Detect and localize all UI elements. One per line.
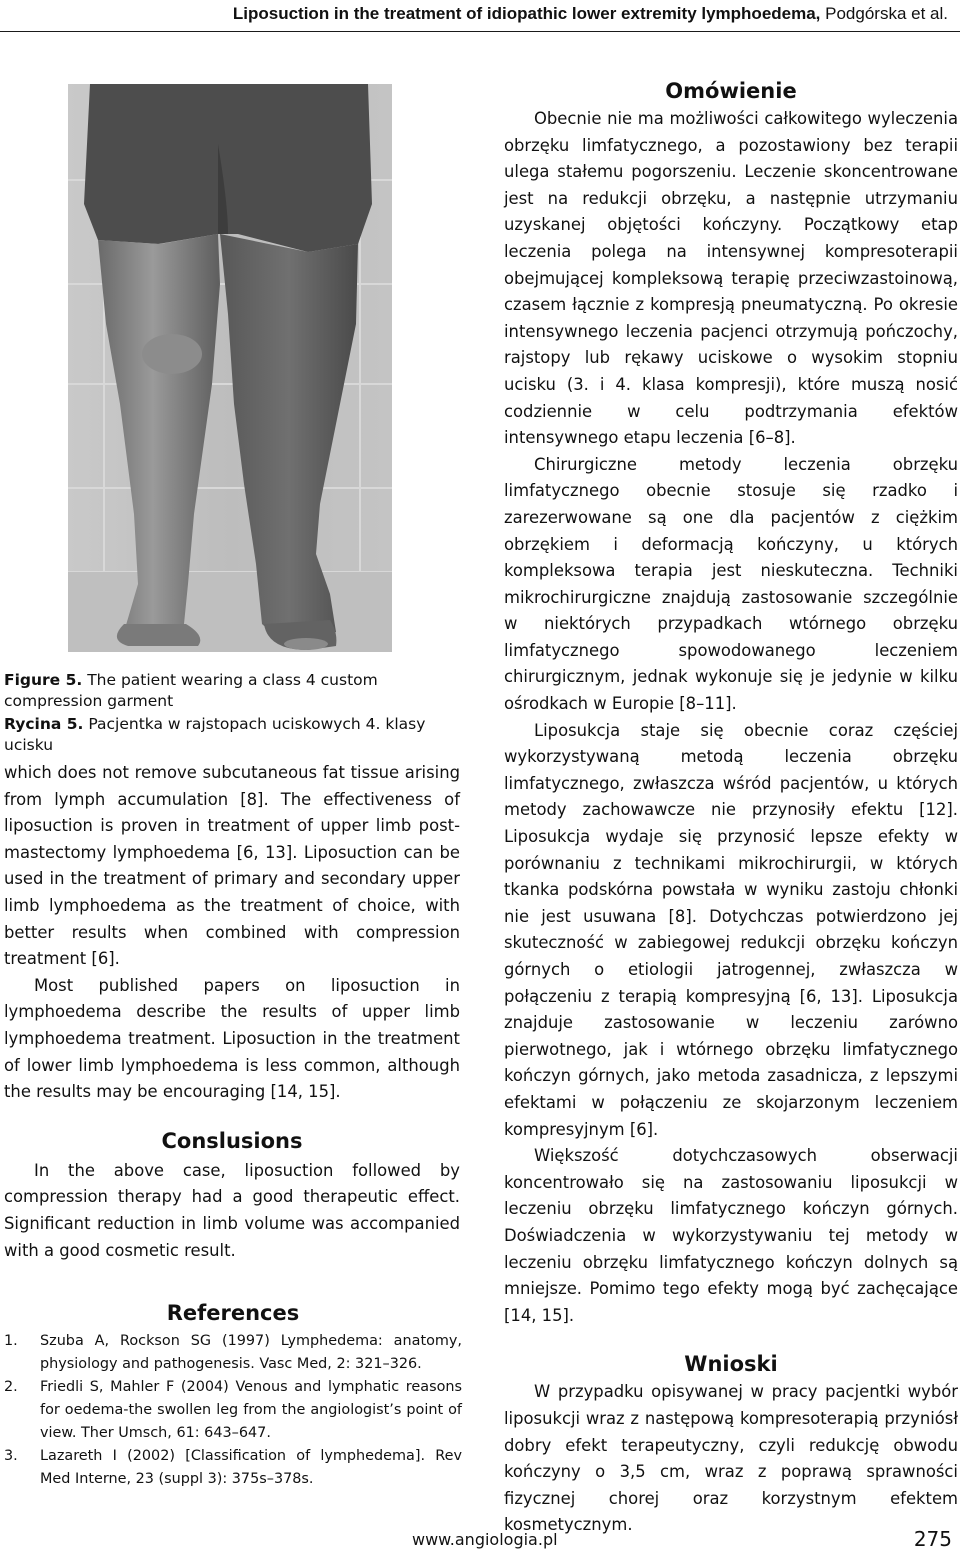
page-number: 275	[913, 1527, 952, 1551]
omowienie-heading: Omówienie	[665, 79, 797, 103]
caption-en	[4, 670, 462, 712]
reference-item	[4, 1376, 462, 1445]
figure-caption	[4, 670, 462, 756]
reference-text: Szuba A, Rockson SG (1997) Lymphedema: anatomy, physiology and pathogenesis. Vasc Med, 2: 321–326.	[40, 1333, 462, 1372]
left-column-body	[4, 760, 460, 1264]
right-paragraph-2: Chirurgiczne metody leczenia obrzęku limfatycznego obecnie stosuje się rzadko i zarezerwowane są one dla pacjentów z ciężkim obrzękiem i deformacją kończyny, u których kompleksowa terapia jest nieskuteczna. Techniki mikrochirurgiczne znajdują zastosowanie szczególnie w niektórych przypadkach wtórnego obrzęku limfatycznego spowodowanego leczeniem chirurgicznym, jednak wykonuje się je jedynie w kilku ośrodkach w Europie [8–11].	[504, 454, 958, 714]
caption-en-label: Figure 5.	[4, 671, 83, 689]
conclusions-paragraph: In the above case, liposuction followed by compression therapy had a good therapeutic effect. Significant reduction in limb volume was accompanied with a good cosmetic result.	[4, 1160, 460, 1260]
footer-url: www.angiologia.pl	[412, 1530, 558, 1549]
right-column-body	[504, 78, 958, 1539]
conclusions-heading: Conslusions	[161, 1128, 303, 1153]
right-paragraph-5: W przypadku opisywanej w pracy pacjentki wybór liposukcji wraz z następową kompresoterapią przyniósł dobry efekt terapeutyczny, czyli redukcję obwodu kończyny o 3,5 cm, wraz z poprawą sprawności fizycznej chorej oraz korzystnym efektem kosmetycznym.	[504, 1382, 958, 1535]
references-list	[4, 1330, 462, 1491]
reference-text: Lazareth I (2002) [Classification of lymphedema]. Rev Med Interne, 23 (suppl 3): 375s–378s.	[40, 1448, 462, 1487]
caption-pl	[4, 714, 462, 756]
wnioski-heading: Wnioski	[684, 1352, 778, 1377]
right-paragraph-4: Większość dotychczasowych obserwacji koncentrowało się na zastosowaniu liposukcji w leczeniu obrzęku limfatycznego kończyn górnych. Doświadczenia w wykorzystywaniu tej metody w leczeniu obrzęku limfatycznego kończyn dolnych są mniejsze. Pomimo tego efekty mogą być zachęcające [14, 15].	[504, 1146, 958, 1325]
right-paragraph-1: Obecnie nie ma możliwości całkowitego wyleczenia obrzęku limfatycznego, a pozostawiony bez terapii ulega stałemu pogorszeniu. Leczenie skoncentrowane jest na redukcji obrzęku, a następnie utrzymaniu uzyskanej objętości kończyny. Początkowy etap leczenia polega na intensywnej kompresoterapii obejmującej kompleksową terapię przeciwzastoinową, czasem łącznie z kompresją pneumatyczną. Po okresie intensywnego leczenia pacjenci otrzymują pończochy, rajstopy lub rękawy uciskowe o wysokim stopniu ucisku (3. i 4. klasa kompresji), które muszą nosić codziennie w celu podtrzymania efektów intensywnego etapu leczenia [6–8].	[504, 109, 958, 448]
left-paragraph-1: which does not remove subcutaneous fat tissue arising from lymph accumulation [8]. The effectiveness of liposuction is proven in treatment of upper limb post-mastectomy lymphoedema [6, 13]. Liposuction can be used in the treatment of primary and secondary upper limb lymphoedema as the treatment of choice, with better results when combined with compression treatment [6].	[4, 763, 460, 969]
caption-en-text: The patient wearing a class 4 custom compression garment	[4, 671, 378, 710]
right-paragraph-3: Liposukcja staje się obecnie coraz częściej wykorzystywaną metodą leczenia obrzęku limfatycznego, zwłaszcza wśród pacjentów, u których metody zachowawcze nie przynosiły efektu [12]. Liposukcja wydaje się przynosić lepsze efekty w porównaniu z technikami mikrochirurgii, w których tkanka podskórna powstała w wyniku zastoju chłonki nie jest usuwana [8]. Dotychczas potwierdzono jej skuteczność w zabiegowej redukcji obrzęku kończyn górnych o etiologii jatrogennej, zwłaszcza w połączeniu z terapią kompresyjną [6, 13]. Liposukcja znajduje zastosowanie w leczeniu zarówno pierwotnego, jak i wtórnego obrzęku limfatycznego kończyn górnych, jako metoda zasadnicza, z lepszymi efektami w połączeniu ze skojarzonym leczeniem kompresyjnym [6].	[504, 720, 958, 1139]
reference-item	[4, 1330, 462, 1376]
references-heading: References	[166, 1301, 300, 1325]
left-paragraph-2: Most published papers on liposuction in lymphoedema describe the results of upper limb lymphoedema treatment. Liposuction in the treatment of lower limb lymphoedema is less common, although the results may be encouraging [14, 15].	[4, 975, 460, 1102]
reference-number: 3.	[4, 1448, 18, 1464]
caption-pl-label: Rycina 5.	[4, 715, 84, 733]
running-head	[12, 4, 948, 24]
reference-number: 2.	[4, 1379, 18, 1395]
references-section	[4, 1300, 462, 1491]
reference-text: Friedli S, Mahler F (2004) Venous and lymphatic reasons for oedema-the swollen leg from the angiologist’s point of view. Ther Umsch, 61: 643–647.	[40, 1379, 462, 1441]
figure-5-photo	[68, 84, 392, 652]
caption-pl-text: Pacjentka w rajstopach uciskowych 4. klasy ucisku	[4, 715, 426, 754]
running-head-authors: Podgórska et al.	[825, 4, 948, 23]
reference-number: 1.	[4, 1333, 18, 1349]
running-head-title: Liposuction in the treatment of idiopathic lower extremity lymphoedema,	[232, 4, 821, 23]
reference-item	[4, 1445, 462, 1491]
header-rule	[0, 31, 960, 32]
